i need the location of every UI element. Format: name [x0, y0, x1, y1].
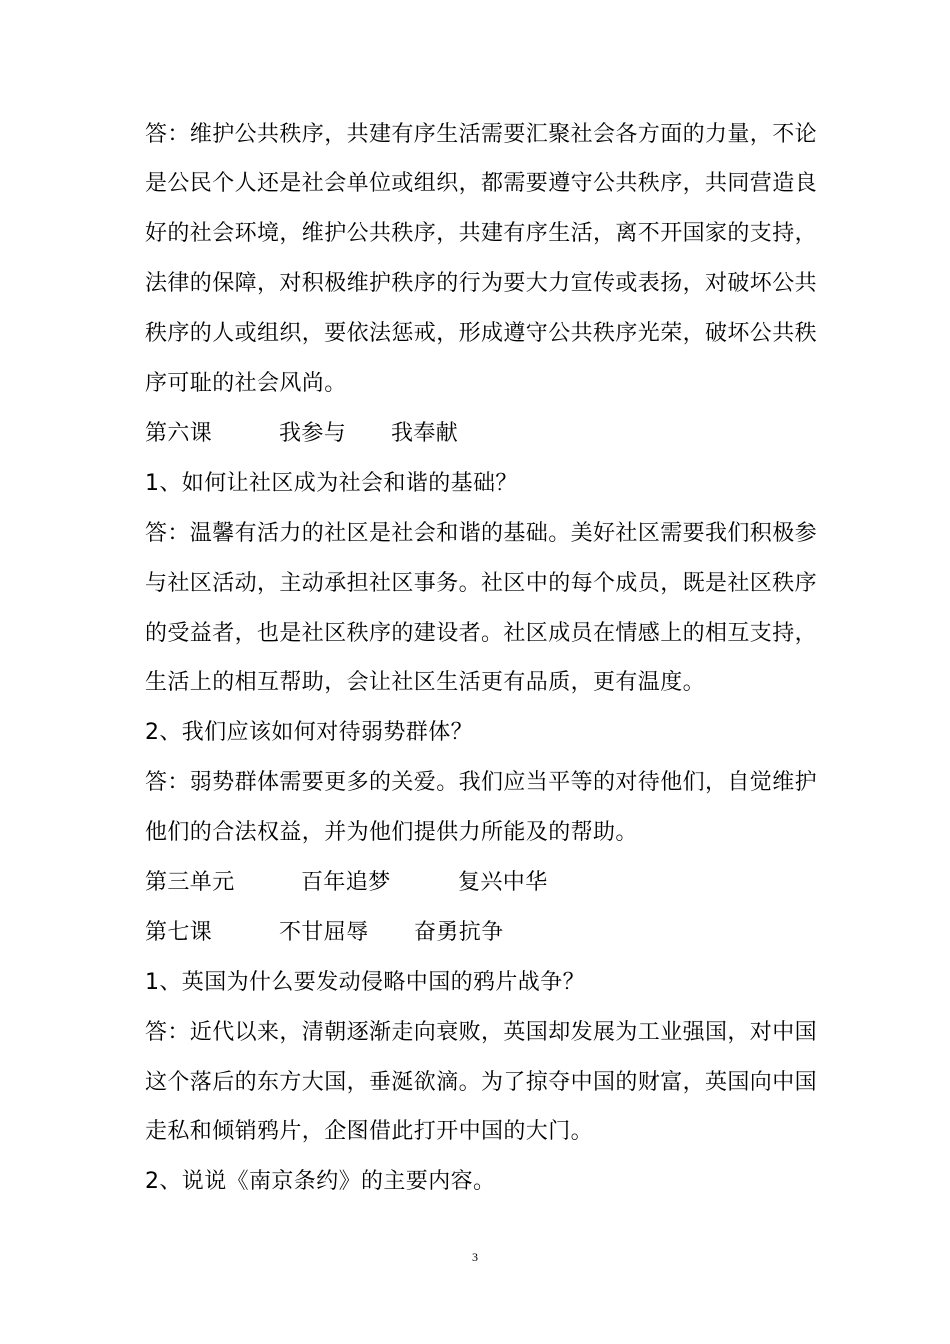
lesson-title-part-2: 奋勇抗争 [414, 920, 504, 945]
lesson-title-part-1: 不甘屈辱 [279, 920, 369, 945]
paragraph-line: 序可耻的社会风尚。 [145, 371, 347, 396]
paragraph-line: 好的社会环境，维护公共秩序，共建有序生活，离不开国家的支持， [145, 221, 818, 246]
lesson-6-heading [145, 418, 835, 450]
question-2: 2、我们应该如何对待弱势群体？ [145, 720, 473, 745]
lesson-title-part-1: 我参与 [279, 421, 347, 446]
lesson-7-heading [145, 917, 835, 949]
answer-line: 生活上的相互帮助，会让社区生活更有品质，更有温度。 [145, 670, 706, 695]
answer-line: 答：近代以来，清朝逐渐走向衰败，英国却发展为工业强国，对中国 [145, 1020, 818, 1045]
unit-label: 第三单元 [145, 870, 235, 895]
lesson-label: 第七课 [145, 920, 213, 945]
unit-3-heading [145, 867, 835, 899]
unit-title-part-1: 百年追梦 [301, 870, 391, 895]
paragraph-line: 秩序的人或组织，要依法惩戒，形成遵守公共秩序光荣，破坏公共秩 [145, 321, 818, 346]
answer-line: 与社区活动，主动承担社区事务。社区中的每个成员，既是社区秩序 [145, 571, 818, 596]
lesson-label: 第六课 [145, 421, 213, 446]
question-4: 2、说说《南京条约》的主要内容。 [145, 1169, 496, 1194]
paragraph-line: 法律的保障，对积极维护秩序的行为要大力宣传或表扬，对破坏公共 [145, 271, 818, 296]
question-3: 1、英国为什么要发动侵略中国的鸦片战争？ [145, 970, 585, 995]
answer-line: 走私和倾销鸦片，企图借此打开中国的大门。 [145, 1119, 594, 1144]
page-number: 3 [472, 1250, 478, 1264]
paragraph-line: 是公民个人还是社会单位或组织，都需要遵守公共秩序，共同营造良 [145, 171, 818, 196]
question-1: 1、如何让社区成为社会和谐的基础？ [145, 471, 518, 496]
answer-line: 答：温馨有活力的社区是社会和谐的基础。美好社区需要我们积极参 [145, 521, 818, 546]
answer-line: 的受益者，也是社区秩序的建设者。社区成员在情感上的相互支持， [145, 621, 818, 646]
answer-line: 这个落后的东方大国，垂涎欲滴。为了掠夺中国的财富，英国向中国 [145, 1070, 818, 1095]
lesson-title-part-2: 我奉献 [391, 421, 459, 446]
unit-title-part-2: 复兴中华 [458, 870, 548, 895]
answer-line: 答：弱势群体需要更多的关爱。我们应当平等的对待他们，自觉维护 [145, 770, 818, 795]
answer-line: 他们的合法权益，并为他们提供力所能及的帮助。 [145, 820, 638, 845]
paragraph-line: 答：维护公共秩序，共建有序生活需要汇聚社会各方面的力量，不论 [145, 122, 818, 147]
